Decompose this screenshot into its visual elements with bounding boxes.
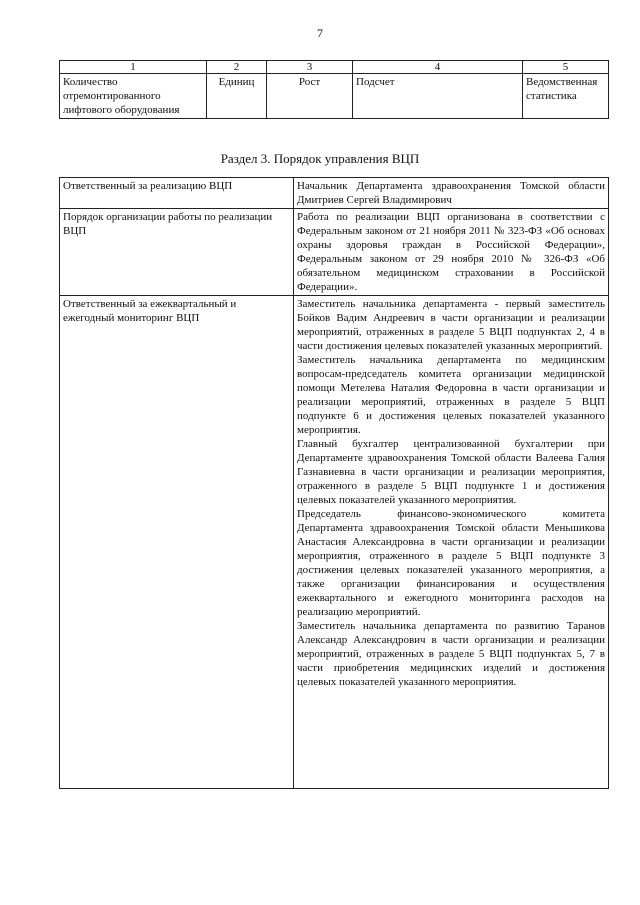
indicator-source-cell: Ведомственная статистика [523, 74, 609, 119]
page-number: 7 [317, 26, 323, 40]
section-title: Раздел 3. Порядок управления ВЦП [220, 151, 420, 166]
indicator-table-header-cell: 5 [523, 61, 609, 74]
indicator-name-cell: Количество отремонтированного лифтового оборудования [60, 74, 207, 119]
management-table [59, 177, 609, 789]
row-label: Порядок организации работы по реализации ВЦП [60, 209, 294, 296]
indicator-table-header-cell: 2 [207, 61, 267, 74]
row-value: Начальник Департамента здравоохранения Томской области Дмитриев Сергей Владимирович [294, 178, 609, 209]
row-value: Работа по реализации ВЦП организована в соответствии с Федеральным законом от 21 ноября 2011 № 323-ФЗ «Об основах охраны здоровья граждан в Российской Федерации», Федеральным законом от 29 ноября 2010 № 326-ФЗ «Об обязательном медицинском страховании в Российской Федерации». [294, 209, 609, 296]
management-row-organization [60, 209, 609, 296]
monitoring-paragraph: Заместитель начальника департамента по медицинским вопросам-председатель комитета организации медицинской помощи Метелева Наталия Федоровна в части организации и реализации мероприятий, отраженных в разделе 5 ВЦП подпункте 6 и достижения целевых показателей указанного мероприятия. [297, 354, 605, 436]
monitoring-paragraph: Заместитель начальника департамента по развитию Таранов Александр Александрович в части организации и реализации мероприятий, отраженных в разделе 5 ВЦП подпунктах 5, 7 в части приобретения медицинских изделий и достижения целевых показателей указанного мероприятия. [297, 620, 605, 688]
management-row-monitoring [60, 296, 609, 789]
indicator-table-header-cell: 4 [353, 61, 523, 74]
monitoring-paragraph: Главный бухгалтер централизованной бухгалтерии при Департаменте здравоохранения Томской области Валеева Галия Газнавиевна в части организации и реализации мероприятия, отраженного в разделе 5 ВЦП подпункте 1 и достижения целевых показателей указанного мероприятия. [297, 438, 605, 506]
row-value [294, 296, 609, 789]
indicator-unit-cell: Единиц [207, 74, 267, 119]
indicator-method-cell: Подсчет [353, 74, 523, 119]
indicator-trend-cell: Рост [267, 74, 353, 119]
indicator-table-header-cell: 3 [267, 61, 353, 74]
indicator-table-row [60, 74, 609, 119]
management-row-responsible [60, 178, 609, 209]
row-label: Ответственный за реализацию ВЦП [60, 178, 294, 209]
monitoring-paragraph: Председатель финансово-экономического комитета Департамента здравоохранения Томской области Меньшикова Анастасия Александровна в части организации и реализации мероприятия, отраженного в разделе 5 ВЦП подпункте 3 достижения целевых показателей указанного мероприятия, а также организации финансирования и осуществления ежеквартального и ежегодного мониторинга расходов на реализацию мероприятий. [297, 508, 605, 618]
indicator-table-header-row [60, 61, 609, 74]
monitoring-paragraph: Заместитель начальника департамента - первый заместитель Бойков Вадим Андреевич в части организации и реализации мероприятий, отраженных в разделе 5 ВЦП подпунктах 2, 4 в части достижения целевых показателей указанных мероприятий. [297, 298, 605, 352]
row-label: Ответственный за ежеквартальный и ежегодный мониторинг ВЦП [60, 296, 294, 789]
indicator-table-header-cell: 1 [60, 61, 207, 74]
indicator-table [59, 60, 609, 119]
